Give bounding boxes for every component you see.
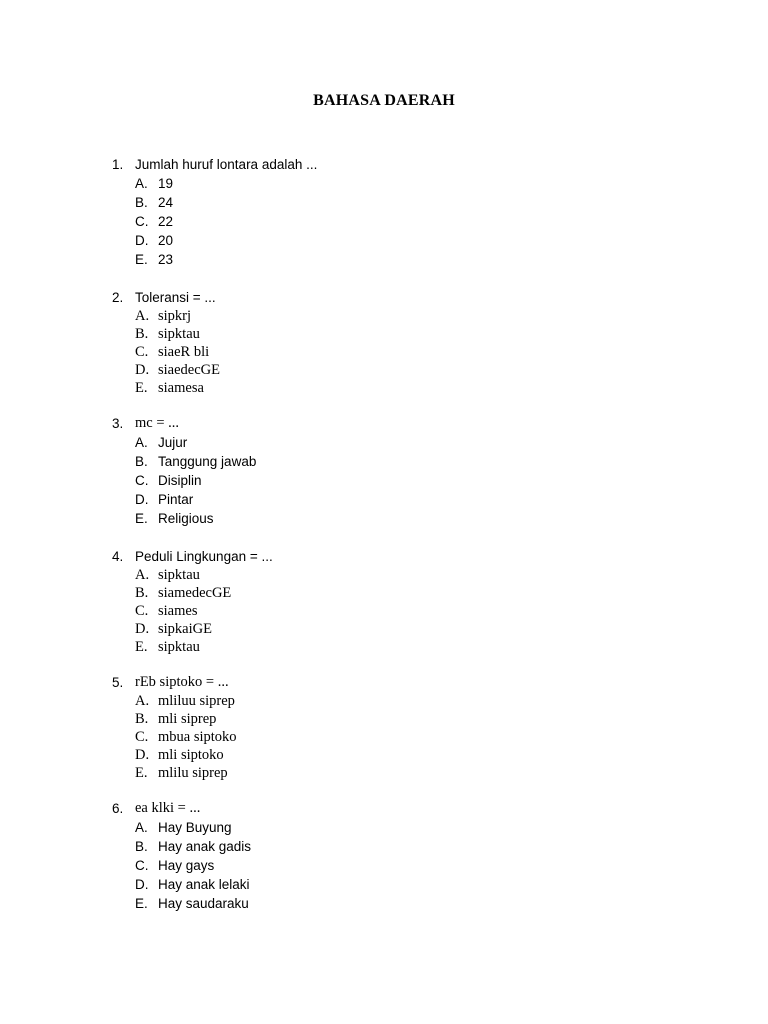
option-text: Jujur: [158, 435, 188, 450]
option-letter: D.: [135, 877, 149, 892]
option-text: mlilu siprep: [158, 765, 228, 781]
question-text: rEb siptoko = ...: [135, 674, 229, 690]
option-text: 20: [158, 233, 174, 248]
option-d: [112, 490, 532, 509]
option-text: Hay Buyung: [158, 820, 232, 835]
option-text: mbua siptoko: [158, 729, 237, 745]
question-text: mc = ...: [135, 415, 180, 431]
option-e: [112, 509, 532, 528]
option-e: [112, 894, 532, 913]
option-letter: A.: [135, 693, 150, 709]
option-letter: E.: [135, 765, 148, 781]
option-text: Tanggung jawab: [158, 454, 257, 469]
question-2: [112, 288, 532, 397]
option-letter: B.: [135, 326, 149, 342]
option-letter: E.: [135, 380, 148, 396]
option-letter: C.: [135, 729, 149, 745]
option-text: siamedecGE: [158, 585, 232, 601]
option-text: siaeR bli: [158, 344, 210, 360]
option-d: [112, 875, 532, 894]
option-text: siaedecGE: [158, 362, 220, 378]
option-text: mli siprep: [158, 711, 217, 727]
option-letter: E.: [135, 511, 148, 526]
option-letter: E.: [135, 639, 148, 655]
option-letter: C.: [135, 603, 149, 619]
option-d: [112, 620, 532, 638]
question-line: [112, 288, 532, 307]
option-c: [112, 471, 532, 490]
option-letter: A.: [135, 820, 148, 835]
option-letter: C.: [135, 473, 149, 488]
option-text: Hay anak gadis: [158, 839, 252, 854]
question-line: [112, 155, 532, 174]
question-text: ea klki = ...: [135, 800, 201, 816]
option-text: mliluu siprep: [158, 693, 235, 709]
question-3: [112, 414, 532, 528]
option-a: [112, 692, 532, 710]
question-line: [112, 799, 532, 818]
option-letter: A.: [135, 567, 150, 583]
option-text: Hay anak lelaki: [158, 877, 250, 892]
option-letter: E.: [135, 896, 148, 911]
option-a: [112, 307, 532, 325]
question-5: [112, 673, 532, 782]
option-c: [112, 212, 532, 231]
question-number: 5.: [112, 675, 124, 690]
option-a: [112, 818, 532, 837]
option-e: [112, 250, 532, 269]
option-b: [112, 325, 532, 343]
option-d: [112, 231, 532, 250]
option-c: [112, 343, 532, 361]
question-text: Toleransi = ...: [135, 290, 216, 305]
option-letter: D.: [135, 747, 150, 763]
page-title: BAHASA DAERAH: [313, 92, 455, 109]
question-line: [112, 673, 532, 692]
option-text: 23: [158, 252, 174, 267]
option-text: siames: [158, 603, 198, 619]
option-letter: B.: [135, 585, 149, 601]
option-text: sipktau: [158, 639, 200, 655]
option-text: sipkrj: [158, 308, 192, 324]
option-text: Pintar: [158, 492, 194, 507]
option-b: [112, 584, 532, 602]
option-c: [112, 728, 532, 746]
option-text: 22: [158, 214, 174, 229]
option-e: [112, 764, 532, 782]
question-number: 3.: [112, 416, 124, 431]
question-number: 6.: [112, 801, 124, 816]
option-letter: B.: [135, 454, 148, 469]
option-text: sipkaiGE: [158, 621, 212, 637]
option-letter: B.: [135, 839, 148, 854]
option-letter: D.: [135, 362, 150, 378]
option-letter: B.: [135, 195, 148, 210]
option-letter: D.: [135, 492, 149, 507]
option-b: [112, 837, 532, 856]
option-letter: A.: [135, 176, 148, 191]
question-text: Peduli Lingkungan = ...: [135, 549, 273, 564]
option-e: [112, 638, 532, 656]
option-text: Disiplin: [158, 473, 202, 488]
question-number: 1.: [112, 157, 124, 172]
option-text: sipktau: [158, 326, 200, 342]
option-c: [112, 856, 532, 875]
option-letter: D.: [135, 621, 150, 637]
option-letter: C.: [135, 344, 149, 360]
option-b: [112, 452, 532, 471]
option-a: [112, 433, 532, 452]
option-e: [112, 379, 532, 397]
question-number: 4.: [112, 549, 124, 564]
option-text: mli siptoko: [158, 747, 224, 763]
option-letter: E.: [135, 252, 148, 267]
option-b: [112, 193, 532, 212]
question-line: [112, 547, 532, 566]
option-a: [112, 174, 532, 193]
option-letter: A.: [135, 308, 150, 324]
option-letter: C.: [135, 214, 149, 229]
question-text: Jumlah huruf lontara adalah ...: [135, 157, 318, 172]
option-letter: B.: [135, 711, 149, 727]
option-text: sipktau: [158, 567, 200, 583]
option-c: [112, 602, 532, 620]
option-d: [112, 746, 532, 764]
option-text: siamesa: [158, 380, 204, 396]
option-letter: A.: [135, 435, 148, 450]
question-1: [112, 155, 532, 269]
option-b: [112, 710, 532, 728]
question-line: [112, 414, 532, 433]
option-text: Hay gays: [158, 858, 215, 873]
option-text: Religious: [158, 511, 214, 526]
option-letter: D.: [135, 233, 149, 248]
option-letter: C.: [135, 858, 149, 873]
option-text: 19: [158, 176, 174, 191]
question-4: [112, 547, 532, 656]
option-text: 24: [158, 195, 174, 210]
option-d: [112, 361, 532, 379]
option-a: [112, 566, 532, 584]
option-text: Hay saudaraku: [158, 896, 249, 911]
question-number: 2.: [112, 290, 124, 305]
question-6: [112, 799, 532, 913]
